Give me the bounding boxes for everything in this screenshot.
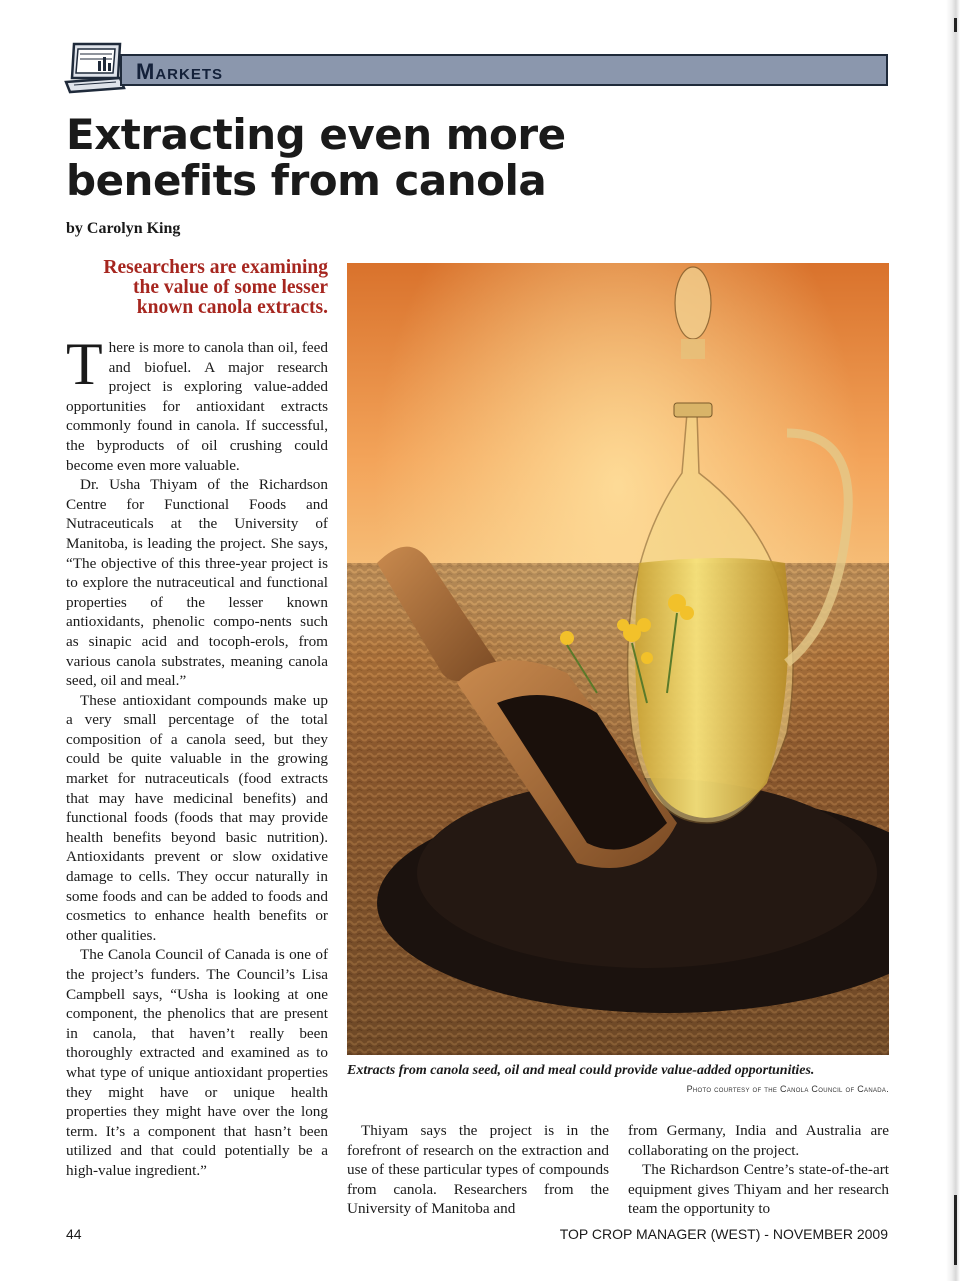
title-line-1: Extracting even more: [66, 110, 566, 159]
paragraph-4: The Canola Council of Canada is one of the project’s funders. The Council’s Lisa Campbell says, “Usha is looking at one component, the phenolics that are present in canola, that haven’t really been thoroughly extracted and examined as to what type of unique antioxidant properties they might have or unique health properties they might have over the long term. It’s a component that hasn’t been utilized and that could potentially be a high-value ingredient.”: [66, 946, 328, 1179]
paragraph-2: Dr. Usha Thiyam of the Richardson Centre for Functional Foods and Nutraceuticals at the University of Manitoba, is leading the project. She says, “The objective of this three-year project is to explore the nutraceutical and functional properties of the lesser known antioxidants, phenolic compo-nents such as sinapic acid and tocoph-erols, from various canola substrates, meaning canola seed, oil and meal.”: [66, 476, 328, 690]
article-photo: [347, 263, 889, 1055]
section-header: [120, 54, 888, 86]
deck-line-3: known canola extracts.: [136, 297, 328, 318]
section-label: Markets: [136, 59, 223, 84]
body-column-middle: [347, 1121, 609, 1219]
page-edge: [946, 0, 960, 1281]
paragraph-1: [66, 331, 328, 475]
title-line-2: benefits from canola: [66, 156, 547, 205]
photo-caption: Extracts from canola seed, oil and meal could provide value-added opportunities.: [347, 1063, 815, 1078]
photo-credit: Photo courtesy of the Canola Council of Canada.: [686, 1084, 889, 1094]
drop-cap: T: [66, 331, 103, 397]
deck: [66, 258, 328, 318]
laptop-icon: [62, 40, 126, 96]
paragraph-3: These antioxidant compounds make up a very small percentage of the total composition of a canola seed, but they could be quite valuable in the growing market for nutraceuticals (food extracts that may have medicinal benefits) and functional foods (foods that may provide health benefits beyond basic nutrition). Antioxidants prevent or slow oxidative damage to cells. They occur naturally in some foods and can be added to foods and cosmetics to enhance health benefits or other qualities.: [66, 691, 328, 944]
deck-line-1: Researchers are examining: [103, 257, 328, 278]
deck-line-2: the value of some lesser: [133, 277, 328, 298]
paragraph-5-continued: from Germany, India and Australia are collaborating on the project.: [628, 1122, 889, 1159]
publication-footer: TOP CROP MANAGER (WEST) - NOVEMBER 2009: [559, 1226, 888, 1242]
page-number: 44: [66, 1226, 82, 1242]
byline: by Carolyn King: [66, 220, 181, 237]
body-column-left: [66, 331, 328, 1181]
paragraph-1-text: here is more to canola than oil, feed and biofuel. A major research project is exploring value-added opportunities for antioxidant extracts commonly found in canola. If successful, the byproducts of oil crushing could become even more valuable.: [66, 339, 328, 474]
paragraph-6: The Richardson Centre’s state-of-the-art equipment gives Thiyam and her research team the opportunity to: [628, 1161, 889, 1218]
article-title: [66, 112, 766, 204]
body-column-right: [628, 1121, 889, 1219]
paragraph-5: Thiyam says the project is in the forefront of research on the extraction and use of these particular types of compounds from canola. Researchers from the University of Manitoba and: [347, 1122, 609, 1218]
